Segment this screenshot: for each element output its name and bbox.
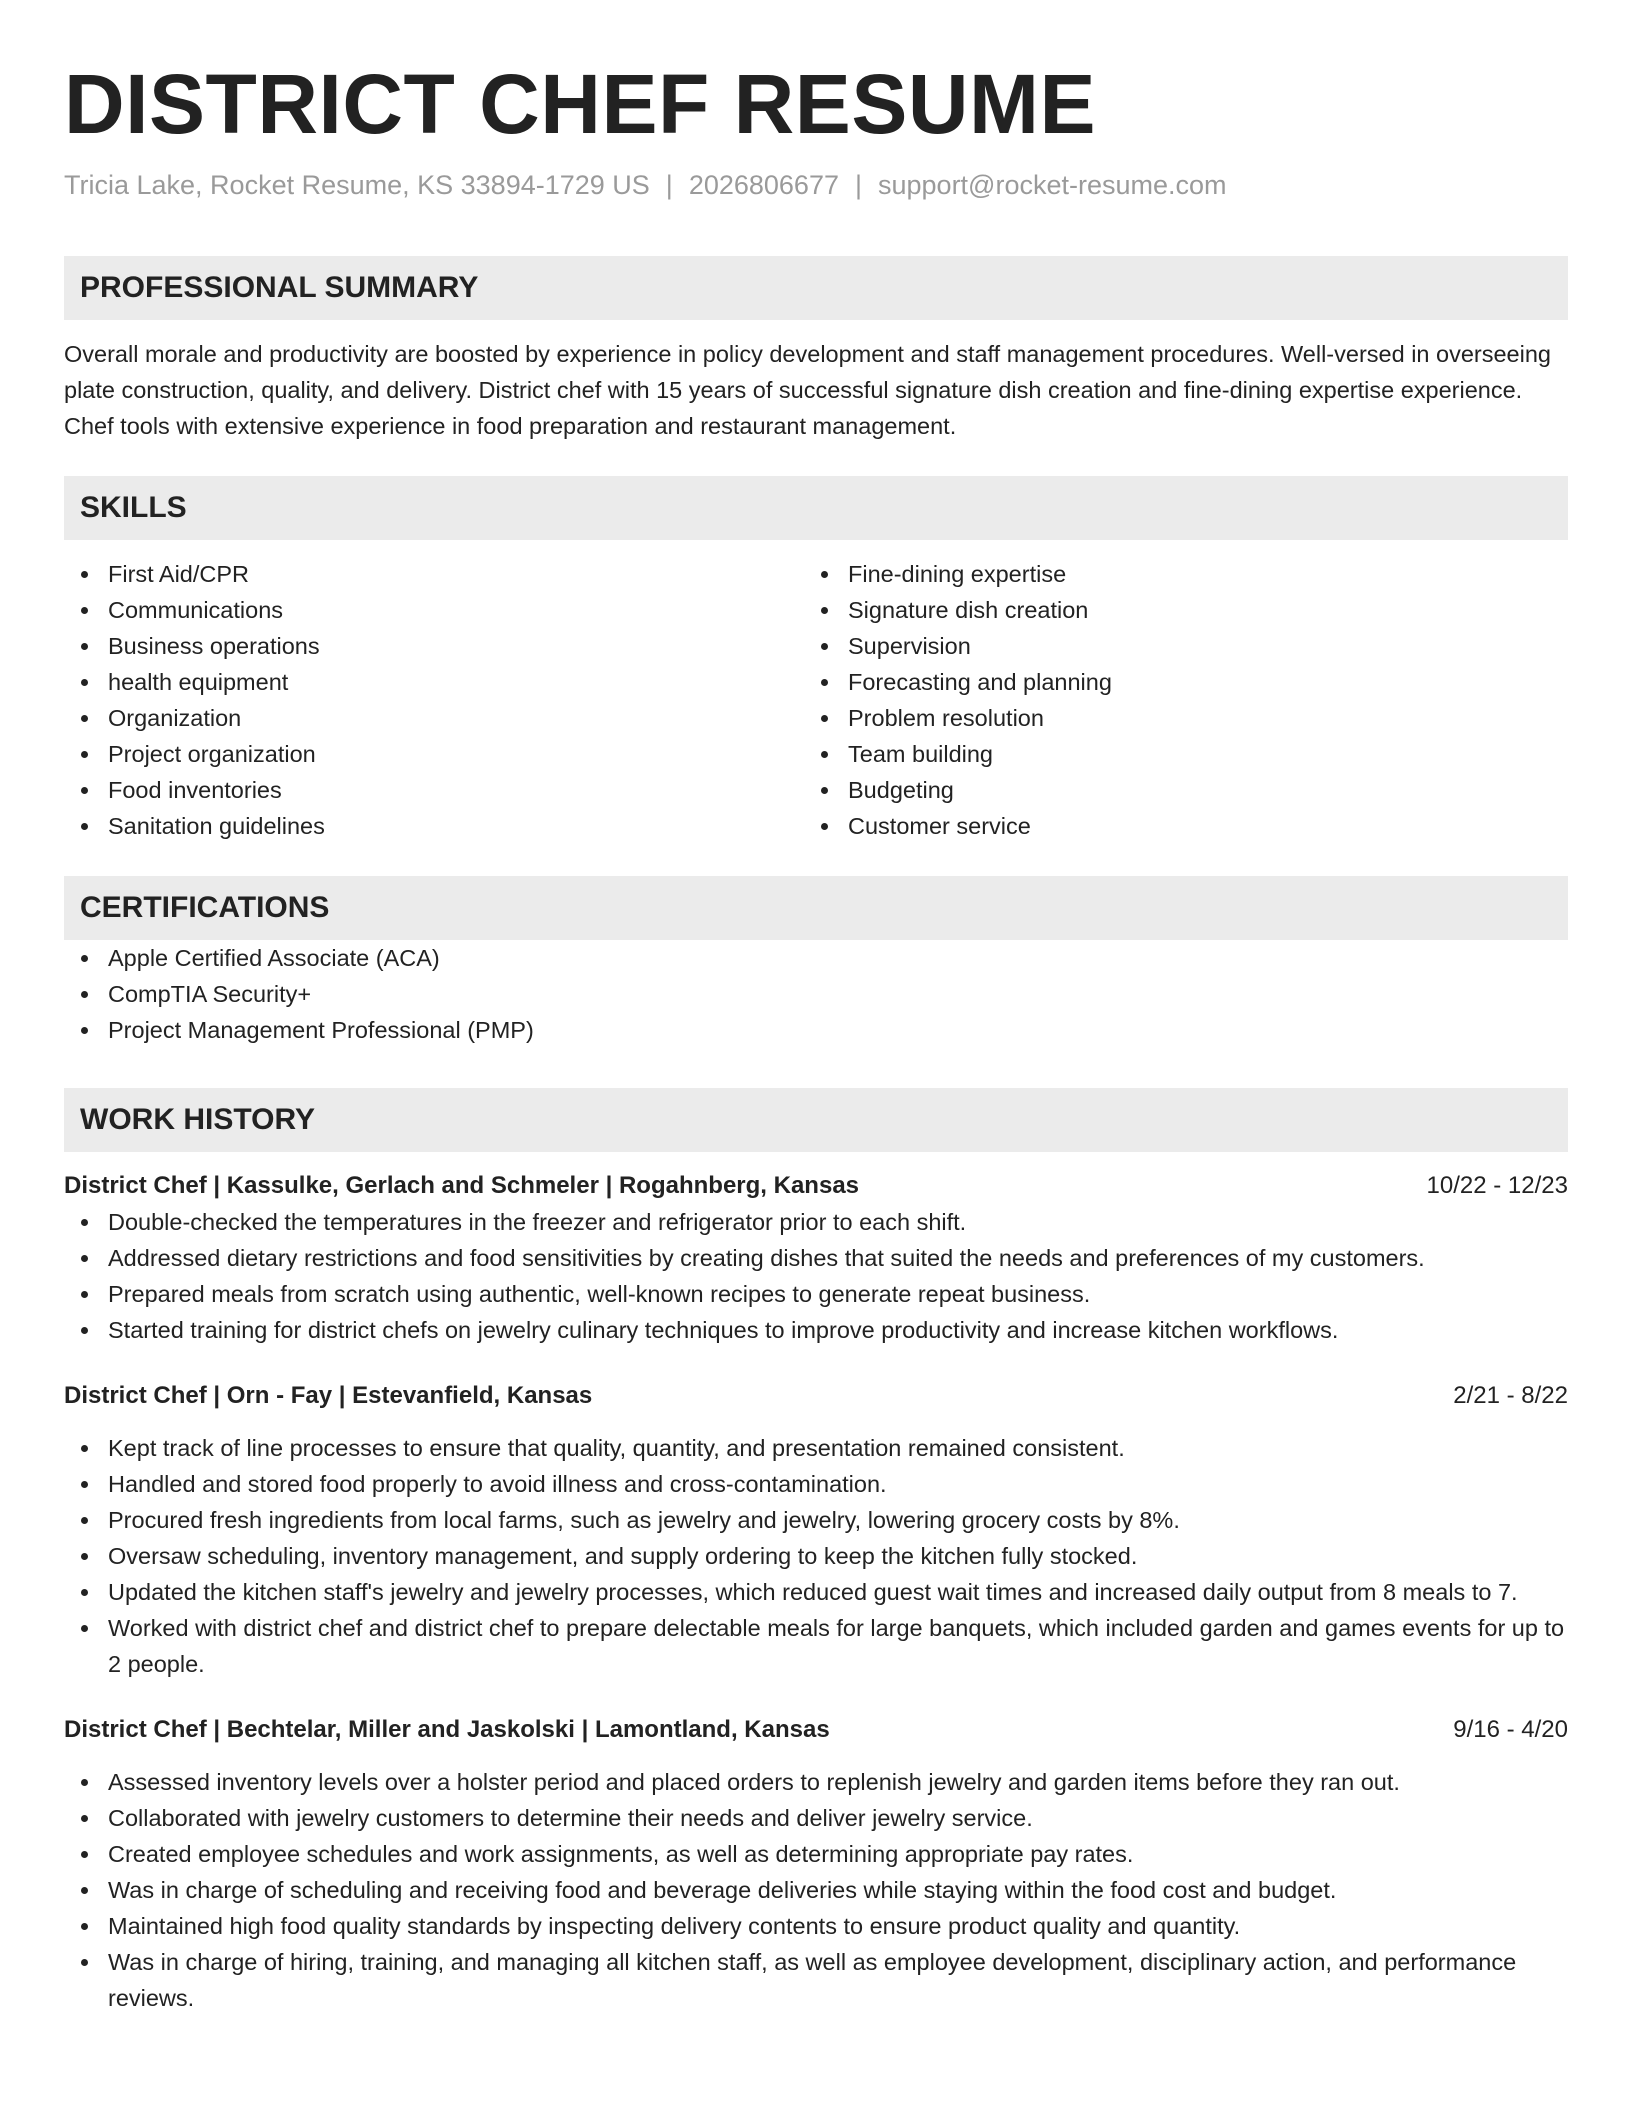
contact-address: Tricia Lake, Rocket Resume, KS 33894-1729 US: [64, 170, 650, 200]
job-entry: [64, 1168, 1568, 1348]
job-title: District Chef | Kassulke, Gerlach and Schmeler | Rogahnberg, Kansas: [64, 1172, 860, 1199]
section-heading-summary: PROFESSIONAL SUMMARY: [64, 256, 1568, 320]
skill-item: health equipment: [64, 664, 804, 700]
skills-grid: [64, 556, 1568, 844]
skills-list-right: [804, 556, 1544, 844]
skill-item: Signature dish creation: [804, 592, 1544, 628]
resume-title: DISTRICT CHEF RESUME: [64, 57, 1097, 151]
job-bullet: Maintained high food quality standards by inspecting delivery contents to ensure product quality and quantity.: [64, 1908, 1568, 1944]
skill-item: Customer service: [804, 808, 1544, 844]
certification-item: Project Management Professional (PMP): [64, 1012, 1568, 1048]
job-bullets: [64, 1204, 1568, 1348]
job-dates: 10/22 - 12/23: [1426, 1172, 1568, 1199]
job-bullet: Addressed dietary restrictions and food sensitivities by creating dishes that suited the needs and preferences of my customers.: [64, 1240, 1568, 1276]
contact-separator: |: [854, 170, 862, 200]
certification-item: CompTIA Security+: [64, 976, 1568, 1012]
contact-line: [64, 168, 1568, 202]
skill-item: Communications: [64, 592, 804, 628]
job-bullet: Worked with district chef and district chef to prepare delectable meals for large banquets, which included garden and games events for up to 2 people.: [64, 1610, 1568, 1682]
job-title: District Chef | Bechtelar, Miller and Jaskolski | Lamontland, Kansas: [64, 1716, 830, 1743]
skill-item: Forecasting and planning: [804, 664, 1544, 700]
job-bullet: Started training for district chefs on jewelry culinary techniques to improve productivity and increase kitchen workflows.: [64, 1312, 1568, 1348]
job-bullets: [64, 1430, 1568, 1682]
job-entry: [64, 1378, 1568, 1682]
skill-item: Business operations: [64, 628, 804, 664]
certification-item: Apple Certified Associate (ACA): [64, 940, 1568, 976]
section-heading-skills: SKILLS: [64, 476, 1568, 540]
job-title: District Chef | Orn - Fay | Estevanfield, Kansas: [64, 1382, 593, 1409]
skill-item: Food inventories: [64, 772, 804, 808]
contact-email: support@rocket-resume.com: [878, 170, 1227, 200]
job-bullet: Prepared meals from scratch using authentic, well-known recipes to generate repeat business.: [64, 1276, 1568, 1312]
skill-item: Fine-dining expertise: [804, 556, 1544, 592]
job-dates: 2/21 - 8/22: [1453, 1382, 1568, 1409]
section-heading-certifications: CERTIFICATIONS: [64, 876, 1568, 940]
contact-phone: 2026806677: [688, 170, 839, 200]
job-bullet: Was in charge of scheduling and receiving food and beverage deliveries while staying within the food cost and budget.: [64, 1872, 1568, 1908]
job-bullet: Collaborated with jewelry customers to determine their needs and deliver jewelry service.: [64, 1800, 1568, 1836]
job-bullet: Created employee schedules and work assignments, as well as determining appropriate pay rates.: [64, 1836, 1568, 1872]
skill-item: Team building: [804, 736, 1544, 772]
job-dates: 9/16 - 4/20: [1453, 1716, 1568, 1743]
job-header: [64, 1378, 1568, 1414]
skill-item: Sanitation guidelines: [64, 808, 804, 844]
job-bullet: Double-checked the temperatures in the freezer and refrigerator prior to each shift.: [64, 1204, 1568, 1240]
skill-item: First Aid/CPR: [64, 556, 804, 592]
job-bullet: Procured fresh ingredients from local farms, such as jewelry and jewelry, lowering grocery costs by 8%.: [64, 1502, 1568, 1538]
job-bullet: Kept track of line processes to ensure that quality, quantity, and presentation remained consistent.: [64, 1430, 1568, 1466]
job-header: [64, 1168, 1568, 1204]
job-bullet: Assessed inventory levels over a holster period and placed orders to replenish jewelry and garden items before they ran out.: [64, 1764, 1568, 1800]
job-bullet: Oversaw scheduling, inventory management, and supply ordering to keep the kitchen fully stocked.: [64, 1538, 1568, 1574]
skill-item: Problem resolution: [804, 700, 1544, 736]
summary-text: Overall morale and productivity are boosted by experience in policy development and staff management procedures. Well-versed in overseeing plate construction, quality, and delivery. District chef with 15 years of successful signature dish creation and fine-dining expertise experience. Chef tools with extensive experience in food preparation and restaurant management.: [64, 341, 1551, 439]
job-bullets: [64, 1764, 1568, 2016]
job-header: [64, 1712, 1568, 1748]
job-entry: [64, 1712, 1568, 2016]
skill-item: Supervision: [804, 628, 1544, 664]
skills-list-left: [64, 556, 804, 844]
job-bullet: Updated the kitchen staff's jewelry and jewelry processes, which reduced guest wait times and increased daily output from 8 meals to 7.: [64, 1574, 1568, 1610]
contact-separator: |: [665, 170, 673, 200]
certifications-list: [64, 940, 1568, 1048]
job-bullet: Handled and stored food properly to avoid illness and cross-contamination.: [64, 1466, 1568, 1502]
section-heading-work-history: WORK HISTORY: [64, 1088, 1568, 1152]
job-bullet: Was in charge of hiring, training, and managing all kitchen staff, as well as employee development, disciplinary action, and performance reviews.: [64, 1944, 1568, 2016]
skill-item: Organization: [64, 700, 804, 736]
skill-item: Project organization: [64, 736, 804, 772]
skill-item: Budgeting: [804, 772, 1544, 808]
